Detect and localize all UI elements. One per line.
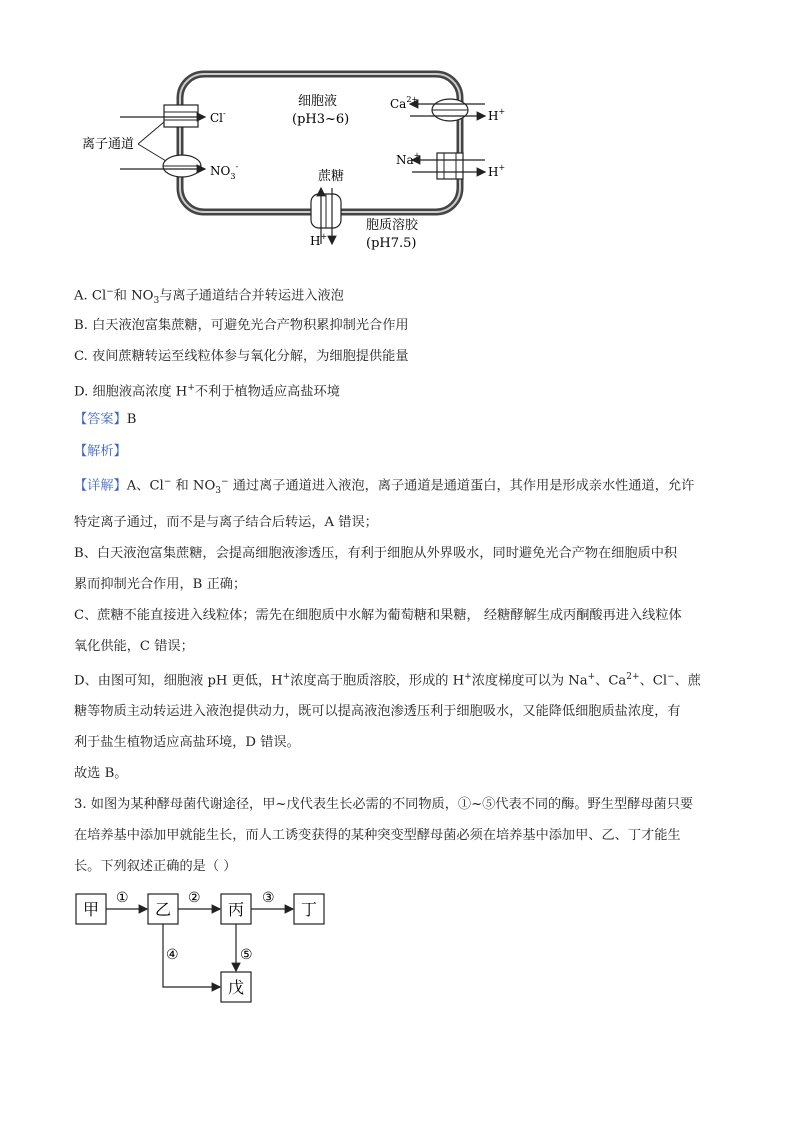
enzyme-2: ② (188, 890, 201, 906)
cytosol-label: 胞质溶胶 (366, 218, 419, 233)
enzyme-1: ① (116, 890, 129, 906)
answer-tag: 【答案】 (74, 412, 127, 427)
detail-line-3: B、白天液泡富集蔗糖，会提高细胞液渗透压，有利于细胞从外界吸水，同时避免光合产物在细胞质中积 (74, 546, 678, 562)
svg-text:Cl-: Cl- (210, 109, 226, 125)
option-a: A. Cl−和 $NO_3$与离子通道结合并转运进入液泡 (74, 287, 344, 307)
cl-label: Cl (210, 111, 224, 125)
metabolic-pathway-diagram (68, 880, 338, 1010)
detail-line-9: 利于盐生植物适应高盐环境，D 错误。 (74, 735, 300, 751)
enzyme-3: ③ (262, 890, 275, 906)
detail-line-5: C、蔗糖不能直接进入线粒体；需先在细胞质中水解为葡萄糖和果糖， 经糖酵解生成丙酮酸再进入线粒体 (74, 608, 682, 624)
ca-label: Ca (390, 97, 407, 111)
no3-label: NO (210, 164, 231, 178)
cl-channel (164, 105, 198, 127)
detail-line-6: 氧化供能，C 错误； (74, 639, 194, 655)
detail-line-4: 累而抑制光合作用，B 正确； (74, 577, 247, 593)
h-label-3: H (310, 234, 321, 248)
svg-text:丙: 丙 (227, 900, 245, 919)
svg-text:甲: 甲 (82, 900, 100, 919)
detail-line-10: 故选 B。 (74, 766, 128, 782)
svg-text:NO3-: $NO_3^-$ (210, 162, 239, 181)
svg-text:H+: H+ (488, 107, 506, 123)
question-3-line-1: 3. 如图为某种酵母菌代谢途径，甲~戊代表生长必需的不同物质，①~⑤代表不同的酶。野生型酵母菌只要 (74, 797, 694, 813)
enzyme-4: ④ (166, 947, 179, 963)
svg-text:乙: 乙 (154, 900, 172, 919)
cytosol-ph: (pH7.5) (366, 236, 417, 251)
answer-line (74, 410, 136, 430)
detail-line-8: 糖等物质主动转运进入液泡提供动力，既可以提高液泡渗透压利于细胞吸水，又能降低细胞质盐浓度，有 (74, 704, 681, 720)
question-3-line-2: 在培养基中添加甲就能生长，而人工诱变获得的某种突变型酵母菌必须在培养基中添加甲、乙、丁才能生 (74, 828, 681, 844)
na-antiporter (437, 153, 463, 179)
detail-line-2: 特定离子通过，而不是与离子结合后转运，A 错误； (74, 515, 378, 531)
svg-text:丁: 丁 (300, 900, 318, 919)
enzyme-5: ⑤ (240, 947, 253, 963)
na-label: Na (396, 153, 414, 167)
analysis-line (74, 442, 127, 462)
option-b: B. 白天液泡富集蔗糖，可避免光合产物积累抑制光合作用 (74, 318, 409, 333)
question-3-line-3: 长。下列叙述正确的是（ ） (74, 859, 237, 875)
detail-line-1: 【详解】A、Cl− 和 $NO_3^-$ 通过离子通道进入液泡，离子通道是通道蛋白，其作用是形成亲水性通道，允许 (74, 477, 695, 497)
h-label-1: H (488, 109, 499, 123)
svg-text:戊: 戊 (227, 978, 245, 997)
svg-text:H+: H+ (310, 232, 328, 248)
ion-channel-label: 离子通道 (82, 137, 135, 152)
vacuole-diagram (60, 58, 540, 258)
analysis-tag: 【解析】 (74, 444, 127, 459)
answer-value: B (126, 412, 137, 427)
detail-line-7: D、由图可知，细胞液 pH 更低，H+浓度高于胞质溶胶，形成的 H+浓度梯度可以为 Na+、$Ca^{2+}$、Cl−、蔗 (74, 672, 701, 689)
cell-sap-label: 细胞液 (298, 94, 338, 109)
option-d: D. 细胞液高浓度 H+不利于植物适应高盐环境 (74, 383, 340, 400)
svg-text:Na+: Na+ (396, 151, 421, 167)
option-c: C. 夜间蔗糖转运至线粒体参与氧化分解，为细胞提供能量 (74, 349, 409, 364)
svg-text:H+: H+ (488, 163, 506, 179)
detail-section (74, 467, 724, 882)
sucrose-label: 蔗糖 (318, 169, 345, 184)
svg-text:Ca2+: $Ca^{2+}$ (390, 95, 419, 111)
cell-sap-ph: (pH3~6) (292, 112, 350, 127)
h-label-2: H (488, 165, 499, 179)
